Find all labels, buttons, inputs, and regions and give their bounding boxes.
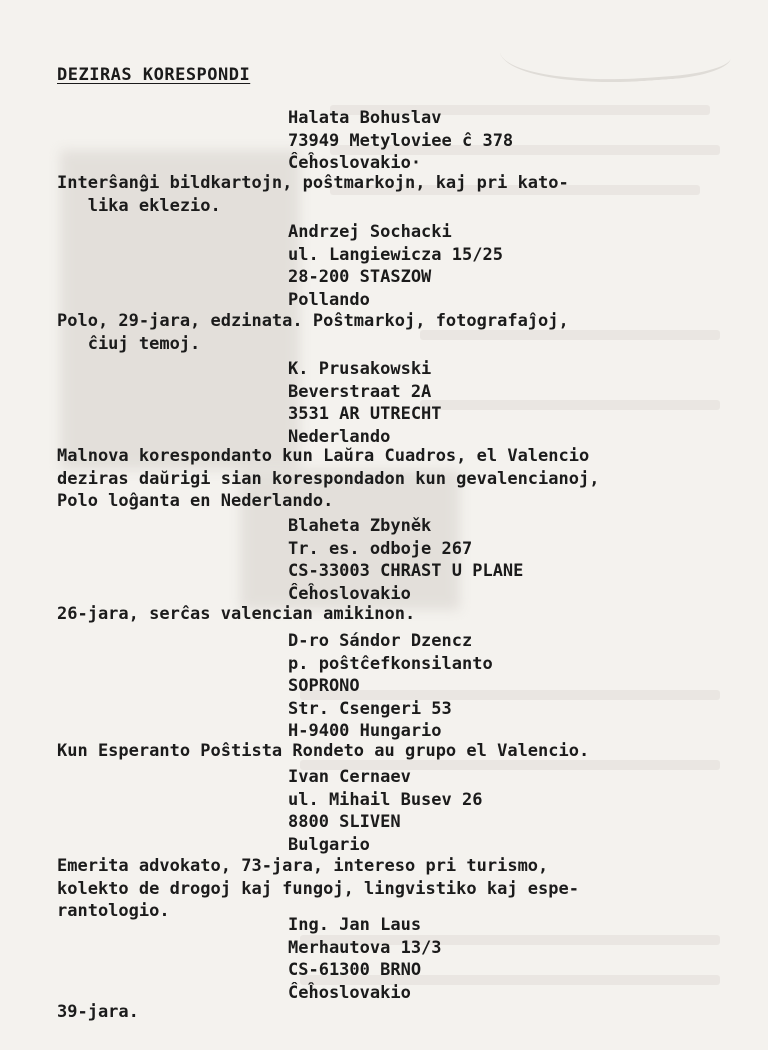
address-block: [288, 914, 442, 1004]
address-line: 3531 AR UTRECHT: [288, 404, 442, 424]
address-line: Bulgario: [288, 834, 370, 855]
address-line: H-9400 Hungario: [288, 721, 442, 741]
note-line: ĉiuj temoj.: [57, 333, 201, 354]
address-line: Ĉeĥoslovakio: [288, 583, 411, 604]
note-line: deziras daŭrigi sian korespondadon kun gevalencianoj,: [57, 468, 600, 489]
entry-note: [57, 603, 757, 626]
note-line: Interŝanĝi bildkartojn, poŝtmarkojn, kaj pri kato-: [57, 173, 569, 193]
address-line: Ĉeĥoslovakio·: [288, 153, 422, 173]
entry-note: [57, 855, 757, 923]
address-line: Tr. es. odboje 267: [288, 538, 473, 559]
address-line: Ĉeĥoslovakio: [288, 982, 411, 1003]
address-block: [288, 107, 513, 175]
address-line: Ing. Jan Laus: [288, 915, 422, 935]
entry-note: [57, 172, 757, 217]
address-line: Blaheta Zbyněk: [288, 516, 432, 536]
address-line: Pollando: [288, 289, 370, 310]
address-block: [288, 358, 442, 448]
address-line: Str. Csengeri 53: [288, 698, 452, 719]
note-line: Emerita advokato, 73-jara, intereso pri turismo,: [57, 856, 549, 876]
page-heading: DEZIRAS KORESPONDI: [57, 65, 251, 85]
note-line: Kun Esperanto Poŝtista Rondeto au grupo el Valencio.: [57, 741, 590, 761]
address-line: Halata Bohuslav: [288, 108, 442, 128]
address-line: ul. Mihail Busev 26: [288, 789, 483, 810]
entry-note: [57, 445, 757, 513]
address-block: [288, 221, 503, 311]
address-line: SOPRONO: [288, 676, 360, 696]
note-line: kolekto de drogoj kaj fungoj, lingvistiko kaj espe-: [57, 878, 579, 899]
address-line: ul. Langiewicza 15/25: [288, 244, 503, 265]
note-line: 26-jara, serĉas valencian amikinon.: [57, 604, 416, 624]
address-block: [288, 630, 493, 743]
note-line: Polo, 29-jara, edzinata. Poŝtmarkoj, fotografaĵoj,: [57, 311, 569, 331]
address-line: Nederlando: [288, 426, 391, 447]
entry-note: [57, 740, 757, 763]
note-line: 39-jara.: [57, 1002, 139, 1022]
address-block: [288, 515, 523, 605]
note-line: Polo loĝanta en Nederlando.: [57, 491, 334, 511]
address-block: [288, 766, 482, 856]
address-line: CS-33003 CHRAST U PLANE: [288, 561, 524, 581]
entry-note: [57, 1001, 757, 1024]
address-line: 73949 Metyloviee ĉ 378: [288, 130, 514, 151]
address-line: Andrzej Sochacki: [288, 222, 452, 242]
address-line: Merhautova 13/3: [288, 937, 442, 958]
entry-note: [57, 310, 757, 355]
note-line: Malnova korespondanto kun Laŭra Cuadros, el Valencio: [57, 446, 590, 466]
address-line: K. Prusakowski: [288, 359, 432, 379]
address-line: Beverstraat 2A: [288, 381, 432, 402]
address-line: 8800 SLIVEN: [288, 812, 401, 832]
note-line: rantologio.: [57, 901, 170, 921]
address-line: CS-61300 BRNO: [288, 960, 422, 980]
address-line: p. poŝtĉefkonsilanto: [288, 653, 493, 674]
address-line: Ivan Cernaev: [288, 767, 411, 787]
address-line: D-ro Sándor Dzencz: [288, 631, 473, 651]
note-line: lika eklezio.: [57, 195, 221, 216]
address-line: 28-200 STASZOW: [288, 267, 432, 287]
